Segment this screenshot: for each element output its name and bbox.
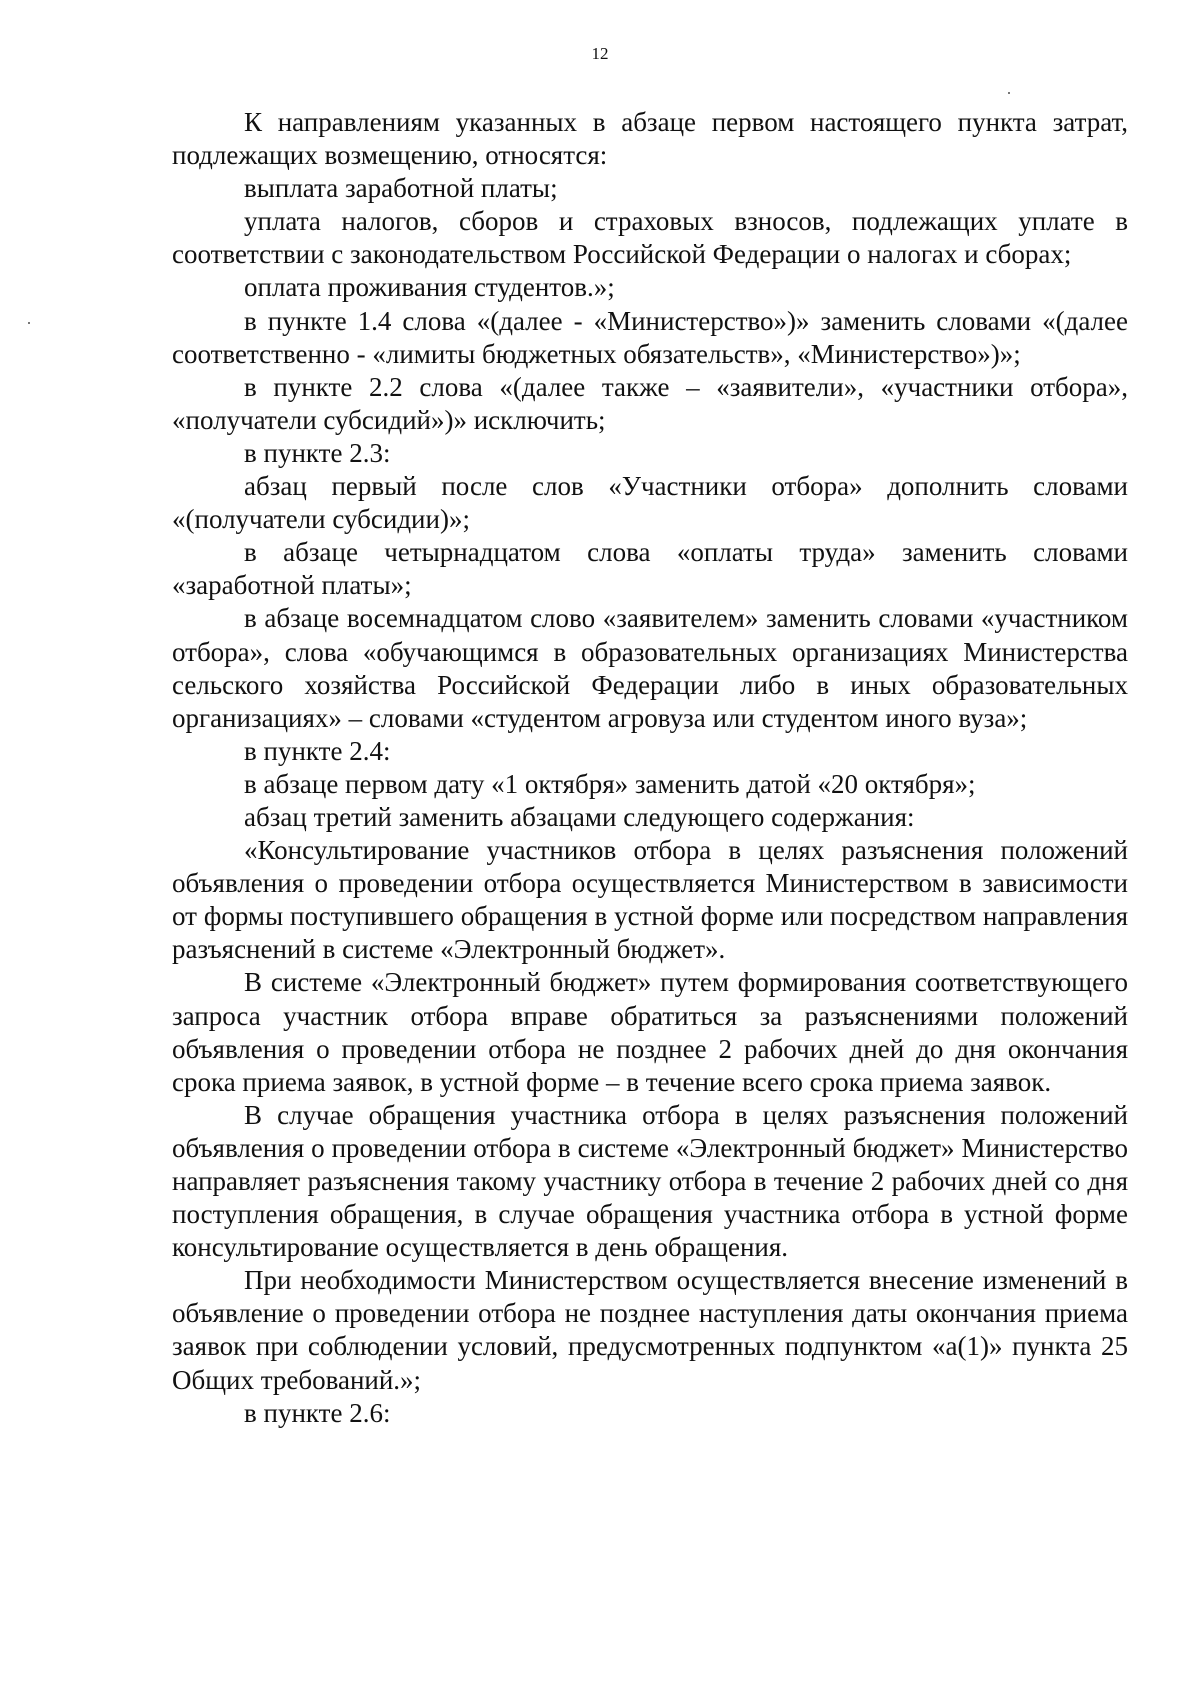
paragraph-electronic-budget-request: В системе «Электронный бюджет» путем формирования соответствующего запроса участник отбора вправе обратиться за разъяснениями положений объявления о проведении отбора не позднее 2 рабочих дней до дня окончания срока приема заявок, в устной форме – в течение всего срока приема заявок. [172,967,1128,1097]
paragraph-ministry-response: В случае обращения участника отбора в целях разъяснения положений объявления о проведении отбора в системе «Электронный бюджет» Министерство направляет разъяснения такому участнику отбора в течение 2 рабочих дней со дня поступления обращения, в случае обращения участника отбора в устной форме консультирование осуществляется в день обращения. [172,1099,1128,1263]
paragraph-item-2-4-date: в абзаце первом дату «1 октября» заменить датой «20 октября»; [244,768,976,799]
scan-speck [28,322,30,324]
page-number: 12 [591,44,609,63]
paragraph-item-2-3-heading: в пункте 2.3: [244,437,391,468]
paragraph-taxes: уплата налогов, сборов и страховых взносов, подлежащих уплате в соответствии с законодательством Российской Федерации о налогах и сборах; [172,206,1128,270]
paragraph-salary: выплата заработной платы; [244,173,558,204]
paragraph-item-2-3-fourteenth: в абзаце четырнадцатом слова «оплаты труда» заменить словами «заработной платы»; [172,537,1128,601]
paragraph-item-2-4-heading: в пункте 2.4: [244,735,391,766]
paragraph-item-2-3-first: абзац первый после слов «Участники отбора» дополнить словами «(получатели субсидии)»; [172,471,1128,535]
paragraph-item-2-4-third: абзац третий заменить абзацами следующего содержания: [244,801,915,832]
paragraph-consulting: «Консультирование участников отбора в целях разъяснения положений объявления о проведении отбора осуществляется Министерством в зависимости от формы поступившего обращения в устной форме или посредством направления разъяснений в системе «Электронный бюджет». [172,835,1128,965]
paragraph-announcement-changes: При необходимости Министерством осуществляется внесение изменений в объявление о проведении отбора не позднее наступления даты окончания приема заявок при соблюдении условий, предусмотренных подпунктом «а(1)» пункта 25 Общих требований.»; [172,1265,1128,1395]
scan-speck [1008,92,1010,94]
paragraph-item-2-6-heading: в пункте 2.6: [244,1397,391,1428]
paragraph-item-2-2: в пункте 2.2 слова «(далее также – «заявители», «участники отбора», «получатели субсидий»)» исключить; [172,371,1128,435]
document-body [172,106,1128,1430]
paragraph-housing: оплата проживания студентов.»; [244,272,615,303]
paragraph-item-2-3-eighteenth: в абзаце восемнадцатом слово «заявителем» заменить словами «участником отбора», слова «обучающимся в образовательных организациях Министерства сельского хозяйства Российской Федерации либо в иных образовательных организациях» – словами «студентом агровуза или студентом иного вуза»; [172,603,1128,733]
paragraph-item-1-4: в пункте 1.4 слова «(далее - «Министерство»)» заменить словами «(далее соответственно - «лимиты бюджетных обязательств», «Министерство»)»; [172,305,1128,369]
paragraph-expense-directions: К направлениям указанных в абзаце первом настоящего пункта затрат, подлежащих возмещению, относятся: [172,107,1128,171]
